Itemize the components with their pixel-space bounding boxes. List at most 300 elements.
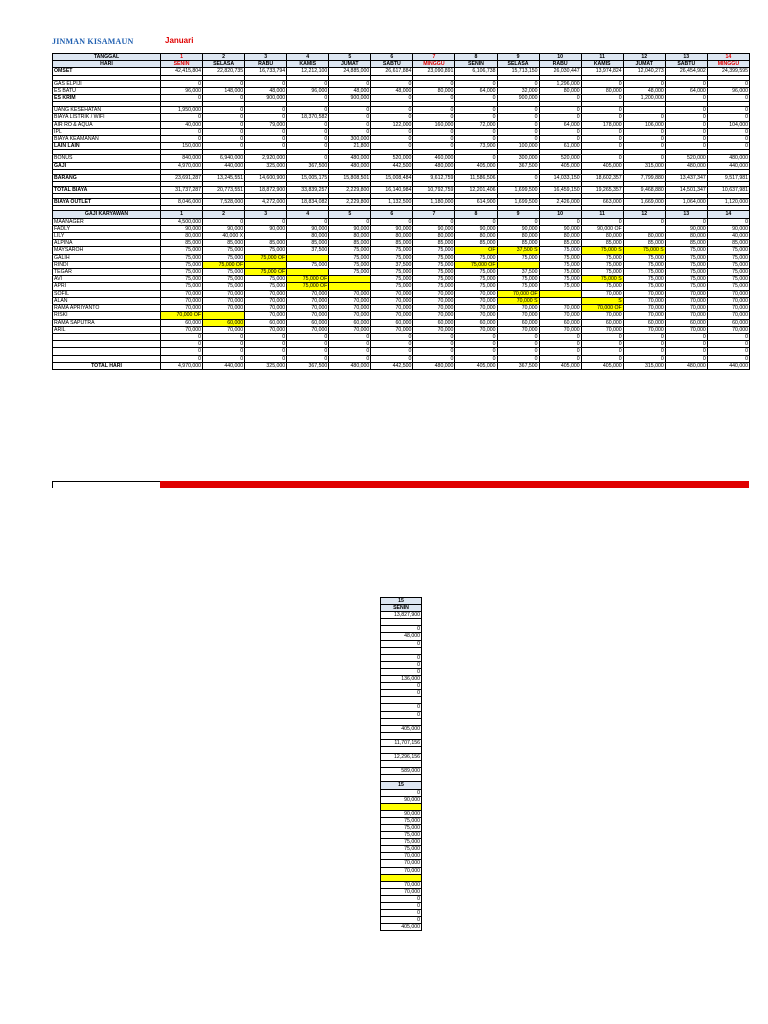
value-cell: 75,000 (707, 247, 749, 254)
value-cell: 24,399,595 (707, 68, 749, 75)
daily-ledger-table (52, 53, 750, 370)
value-cell: 80,000 (455, 233, 497, 240)
value-cell: 614,900 (455, 199, 497, 206)
value-cell: 75,000 (581, 283, 623, 290)
side-cell: 0 (381, 704, 422, 711)
table-row (53, 254, 750, 261)
side-row (381, 633, 422, 640)
value-cell: 0 (203, 341, 245, 348)
side-row (381, 683, 422, 690)
value-cell: 16,733,794 (245, 68, 287, 75)
value-cell: 16,140,984 (371, 187, 413, 194)
side-row (381, 619, 422, 626)
value-cell: 75,000 (497, 283, 539, 290)
row-label: BIAYA LISTRIK / WIFI (53, 114, 161, 121)
value-cell: 0 (329, 80, 371, 87)
side-row (381, 746, 422, 753)
value-cell: 75,000 (623, 283, 665, 290)
value-cell: 0 (203, 218, 245, 225)
value-cell: 90,000 (245, 225, 287, 232)
side-day-row (381, 605, 422, 612)
value-cell: 0 (329, 121, 371, 128)
value-cell: 900,000 (497, 95, 539, 102)
value-cell: 70,000 (245, 326, 287, 333)
value-cell: 70,000 (455, 326, 497, 333)
side-row (381, 676, 422, 683)
value-cell: 75,000 OF (287, 276, 329, 283)
side-row (381, 754, 422, 761)
value-cell: 0 (707, 107, 749, 114)
value-cell: 80,000 (539, 233, 581, 240)
side-cell: 405,000 (381, 924, 422, 931)
row-label: SOFIL (53, 290, 161, 297)
value-cell: 325,000 (245, 362, 287, 369)
value-cell: 1,132,500 (371, 199, 413, 206)
value-cell: 0 (287, 218, 329, 225)
value-cell: 80,000 (581, 233, 623, 240)
value-cell: 73,900 (455, 143, 497, 150)
value-cell: 96,000 (707, 87, 749, 94)
row-label: BARANG (53, 174, 161, 181)
table-row (53, 68, 750, 75)
value-cell: 70,000 OF (161, 312, 203, 319)
value-cell: 90,000 (329, 225, 371, 232)
value-cell: 70,000 (665, 297, 707, 304)
value-cell: 70,000 S (497, 297, 539, 304)
value-cell: 90,000 (371, 225, 413, 232)
table-row (53, 162, 750, 169)
row-label: RISKI (53, 312, 161, 319)
value-cell: 0 (161, 114, 203, 121)
side-cell: 12,296,156 (381, 754, 422, 761)
value-cell: 9,468,880 (623, 187, 665, 194)
table-row (53, 240, 750, 247)
value-cell: 148,000 (203, 87, 245, 94)
value-cell: 0 (581, 128, 623, 135)
side-cell: 75,000 (381, 839, 422, 846)
table-row (53, 155, 750, 162)
value-cell: 70,000 (707, 290, 749, 297)
value-cell: 840,000 (161, 155, 203, 162)
value-cell: 60,000 (623, 319, 665, 326)
row-label (53, 355, 161, 362)
side-row (381, 796, 422, 803)
tanggal-label: TANGGAL (53, 54, 161, 61)
value-cell: 0 (245, 107, 287, 114)
value-cell: 367,500 (287, 162, 329, 169)
value-cell: 70,000 (539, 312, 581, 319)
value-cell: 0 (329, 107, 371, 114)
side-cell: 0 (381, 917, 422, 924)
value-cell: 75,000 S (623, 247, 665, 254)
side-cell: 70,000 (381, 888, 422, 895)
table-row (53, 312, 750, 319)
day-cell: JUMAT (329, 61, 371, 68)
value-cell: 75,000 (245, 276, 287, 283)
day-cell: MINGGU (413, 61, 455, 68)
value-cell: 2,920,000 (245, 155, 287, 162)
value-cell: 8,046,000 (161, 199, 203, 206)
value-cell: 900,000 (329, 95, 371, 102)
row-label: FADLY (53, 225, 161, 232)
row-label: ALPINA (53, 240, 161, 247)
value-cell: 0 (455, 128, 497, 135)
date-cell: 4 (287, 54, 329, 61)
value-cell: 75,000 (329, 269, 371, 276)
row-label: TOTAL BIAYA (53, 187, 161, 194)
value-cell: OF (455, 247, 497, 254)
value-cell: 0 (329, 355, 371, 362)
value-cell: 405,000 (539, 362, 581, 369)
side-row (381, 817, 422, 824)
value-cell: 14,033,150 (539, 174, 581, 181)
value-cell (287, 269, 329, 276)
value-cell: 90,000 (413, 225, 455, 232)
side-cell: 90,000 (381, 796, 422, 803)
side-row (381, 782, 422, 789)
value-cell: 0 (581, 136, 623, 143)
side-row (381, 789, 422, 796)
value-cell: 75,000 (455, 254, 497, 261)
value-cell: 0 (497, 107, 539, 114)
value-cell: 70,000 (413, 305, 455, 312)
value-cell: 0 (371, 143, 413, 150)
table-row (53, 174, 750, 181)
value-cell: 75,000 (707, 276, 749, 283)
value-cell: 18,602,357 (581, 174, 623, 181)
side-row (381, 860, 422, 867)
side-cell: 13,827,900 (381, 612, 422, 619)
row-label: APRI (53, 283, 161, 290)
value-cell: 0 (707, 355, 749, 362)
value-cell: 75,000 (245, 283, 287, 290)
value-cell: 70,000 (287, 290, 329, 297)
value-cell: 15,005,175 (287, 174, 329, 181)
table-row (53, 261, 750, 268)
value-cell: 61,000 (539, 143, 581, 150)
value-cell: 14,600,900 (245, 174, 287, 181)
value-cell: 80,000 (413, 233, 455, 240)
value-cell: 32,000 (497, 87, 539, 94)
side-cell (381, 718, 422, 725)
value-cell: 75,000 (371, 269, 413, 276)
day-cell: MINGGU (707, 61, 749, 68)
value-cell: 13 (665, 211, 707, 218)
value-cell: 0 (539, 107, 581, 114)
table-row (53, 341, 750, 348)
day-cell: SELASA (497, 61, 539, 68)
value-cell: 0 (371, 95, 413, 102)
value-cell: 442,500 (371, 162, 413, 169)
value-cell: 85,000 (203, 240, 245, 247)
value-cell: 0 (497, 136, 539, 143)
side-row (381, 895, 422, 902)
value-cell: 75,000 (413, 254, 455, 261)
value-cell: 0 (413, 218, 455, 225)
value-cell: 0 (329, 333, 371, 340)
value-cell: 0 (665, 218, 707, 225)
value-cell: 90,000 (203, 225, 245, 232)
hari-label: HARI (53, 61, 161, 68)
value-cell: 96,000 (287, 87, 329, 94)
value-cell: 80,000 (287, 233, 329, 240)
value-cell: 60,000 (707, 319, 749, 326)
value-cell: 23,691,287 (161, 174, 203, 181)
value-cell: 26,617,884 (371, 68, 413, 75)
value-cell: 0 (455, 355, 497, 362)
side-cell: 0 (381, 711, 422, 718)
value-cell: 90,000 (161, 225, 203, 232)
value-cell: 0 (623, 128, 665, 135)
value-cell: 3 (245, 211, 287, 218)
value-cell: 75,000 (455, 283, 497, 290)
hari-header-row (53, 61, 750, 68)
side-cell (381, 775, 422, 782)
value-cell: 75,000 (455, 276, 497, 283)
day-cell: SABTU (371, 61, 413, 68)
value-cell: 0 (623, 355, 665, 362)
value-cell: 40,000 (161, 121, 203, 128)
table-row (53, 225, 750, 232)
date-cell: 7 (413, 54, 455, 61)
value-cell (329, 276, 371, 283)
value-cell: 90,000 (665, 225, 707, 232)
value-cell: 75,000 (413, 247, 455, 254)
value-cell: 90,000 (287, 225, 329, 232)
value-cell: 70,000 (539, 305, 581, 312)
value-cell: 60,000 (581, 319, 623, 326)
value-cell: 70,000 (161, 297, 203, 304)
value-cell: 0 (329, 128, 371, 135)
value-cell: 80,000 (665, 233, 707, 240)
side-row (381, 903, 422, 910)
row-label: RAMA APRIYANTO (53, 305, 161, 312)
side-cell (381, 647, 422, 654)
value-cell: 85,000 (497, 240, 539, 247)
value-cell: 48,000 (245, 87, 287, 94)
value-cell: 0 (371, 107, 413, 114)
value-cell: 60,000 (455, 319, 497, 326)
value-cell: 70,000 (287, 312, 329, 319)
value-cell: 75,000 (497, 276, 539, 283)
value-cell: 0 (455, 114, 497, 121)
side-cell (381, 803, 422, 810)
value-cell: 0 (665, 143, 707, 150)
value-cell: 75,000 (707, 254, 749, 261)
value-cell: 37,500 S (497, 247, 539, 254)
value-cell: 75,000 (161, 261, 203, 268)
value-cell: 0 (581, 218, 623, 225)
day-cell: RABU (245, 61, 287, 68)
value-cell: 315,000 (623, 362, 665, 369)
value-cell: 75,000 OF (245, 269, 287, 276)
value-cell: 31,737,287 (161, 187, 203, 194)
value-cell: 12,040,273 (623, 68, 665, 75)
value-cell: 405,000 (581, 162, 623, 169)
value-cell: 85,000 (245, 240, 287, 247)
value-cell: 70,000 (455, 290, 497, 297)
value-cell: 0 (413, 95, 455, 102)
date-cell: 9 (497, 54, 539, 61)
side-cell (381, 697, 422, 704)
value-cell: 70,000 (203, 290, 245, 297)
value-cell: 0 (203, 121, 245, 128)
value-cell: 0 (371, 333, 413, 340)
value-cell: 0 (287, 128, 329, 135)
value-cell: 48,000 (623, 87, 665, 94)
value-cell: 75,000 (245, 247, 287, 254)
value-cell: 0 (203, 355, 245, 362)
value-cell: 19,265,357 (581, 187, 623, 194)
value-cell: 0 (287, 155, 329, 162)
value-cell: 0 (497, 128, 539, 135)
value-cell: 60,000 (203, 319, 245, 326)
value-cell: 0 (371, 355, 413, 362)
value-cell: 0 (161, 355, 203, 362)
value-cell: 0 (707, 333, 749, 340)
value-cell: 2,426,000 (539, 199, 581, 206)
value-cell: 0 (161, 128, 203, 135)
value-cell: 75,000 (665, 269, 707, 276)
value-cell: 480,000 (665, 362, 707, 369)
value-cell: 75,000 (665, 283, 707, 290)
side-row (381, 661, 422, 668)
value-cell: 0 (245, 333, 287, 340)
side-row (381, 825, 422, 832)
side-cell: 136,000 (381, 676, 422, 683)
value-cell: 0 (497, 174, 539, 181)
tanggal-header-row (53, 54, 750, 61)
report-title: JINMAN KISAMAUN (52, 37, 134, 46)
value-cell: 0 (287, 333, 329, 340)
value-cell: 1,950,000 (161, 107, 203, 114)
row-label: BIAYA KEAMANAN (53, 136, 161, 143)
row-label (53, 348, 161, 355)
value-cell: 11 (581, 211, 623, 218)
value-cell: 70,000 (497, 326, 539, 333)
value-cell: 75,000 (623, 269, 665, 276)
value-cell: 70,000 (413, 312, 455, 319)
value-cell: 0 (371, 80, 413, 87)
table-row (53, 107, 750, 114)
value-cell: 75,000 (287, 261, 329, 268)
row-label: MAYSAROH (53, 247, 161, 254)
value-cell: 442,500 (371, 362, 413, 369)
value-cell (203, 312, 245, 319)
date-cell: 13 (665, 54, 707, 61)
value-cell: 0 (413, 128, 455, 135)
value-cell: 0 (539, 128, 581, 135)
value-cell: 85,000 (161, 240, 203, 247)
table-row (53, 136, 750, 143)
value-cell: 70,000 (707, 312, 749, 319)
value-cell: 0 (371, 128, 413, 135)
value-cell: 80,000 (371, 233, 413, 240)
side-row (381, 647, 422, 654)
value-cell: 0 (539, 136, 581, 143)
date-cell: 1 (161, 54, 203, 61)
value-cell: 75,000 (329, 261, 371, 268)
value-cell: 90,000 (707, 225, 749, 232)
value-cell: 75,000 (581, 269, 623, 276)
value-cell: 85,000 (329, 240, 371, 247)
value-cell: 0 (413, 80, 455, 87)
value-cell: 5 (329, 211, 371, 218)
value-cell: 75,000 (413, 269, 455, 276)
value-cell: 70,000 (161, 326, 203, 333)
value-cell: 0 (245, 143, 287, 150)
value-cell: 0 (287, 355, 329, 362)
value-cell: 70,000 (581, 312, 623, 319)
value-cell: 0 (707, 143, 749, 150)
value-cell: 75,000 (371, 283, 413, 290)
table-row (53, 362, 750, 369)
value-cell: 0 (329, 348, 371, 355)
side-cell: 0 (381, 668, 422, 675)
value-cell: 72,000 (455, 121, 497, 128)
value-cell: 0 (623, 155, 665, 162)
side-row (381, 917, 422, 924)
value-cell: 0 (623, 333, 665, 340)
value-cell: 0 (203, 128, 245, 135)
value-cell: 75,000 (455, 269, 497, 276)
value-cell: 80,000 (623, 233, 665, 240)
value-cell: 70,000 (497, 305, 539, 312)
value-cell: 0 (371, 114, 413, 121)
value-cell: 85,000 (413, 240, 455, 247)
value-cell: 1,180,000 (413, 199, 455, 206)
value-cell: 90,000 OF (581, 225, 623, 232)
value-cell: 663,000 (581, 199, 623, 206)
value-cell: 0 (665, 128, 707, 135)
value-cell: 70,000 (245, 290, 287, 297)
value-cell: 70,000 (329, 326, 371, 333)
side-cell: 70,000 (381, 881, 422, 888)
value-cell: 48,000 (371, 87, 413, 94)
value-cell: 75,000 (707, 283, 749, 290)
value-cell: 9,612,759 (413, 174, 455, 181)
row-label: BONUS (53, 155, 161, 162)
value-cell: 80,000 (497, 233, 539, 240)
side-cell: 405,000 (381, 725, 422, 732)
value-cell: 6 (371, 211, 413, 218)
value-cell: 900,000 (245, 95, 287, 102)
value-cell (329, 283, 371, 290)
value-cell: 0 (455, 333, 497, 340)
value-cell: 40,000 X (203, 233, 245, 240)
value-cell: 0 (455, 136, 497, 143)
value-cell: 480,000 (665, 162, 707, 169)
value-cell: 367,500 (497, 162, 539, 169)
value-cell: 85,000 (665, 240, 707, 247)
value-cell: 33,839,257 (287, 187, 329, 194)
date-cell: 14 (707, 54, 749, 61)
value-cell: S (581, 297, 623, 304)
value-cell (623, 107, 665, 114)
value-cell: 70,000 (623, 312, 665, 319)
value-cell: 0 (161, 80, 203, 87)
side-row (381, 612, 422, 619)
side-cell (381, 746, 422, 753)
value-cell: 178,000 (581, 121, 623, 128)
value-cell: 2 (203, 211, 245, 218)
value-cell: 96,000 (161, 87, 203, 94)
value-cell: 0 (245, 348, 287, 355)
value-cell: 0 (623, 348, 665, 355)
value-cell: 70,000 (497, 312, 539, 319)
value-cell: 80,000 (161, 233, 203, 240)
value-cell: 0 (413, 143, 455, 150)
